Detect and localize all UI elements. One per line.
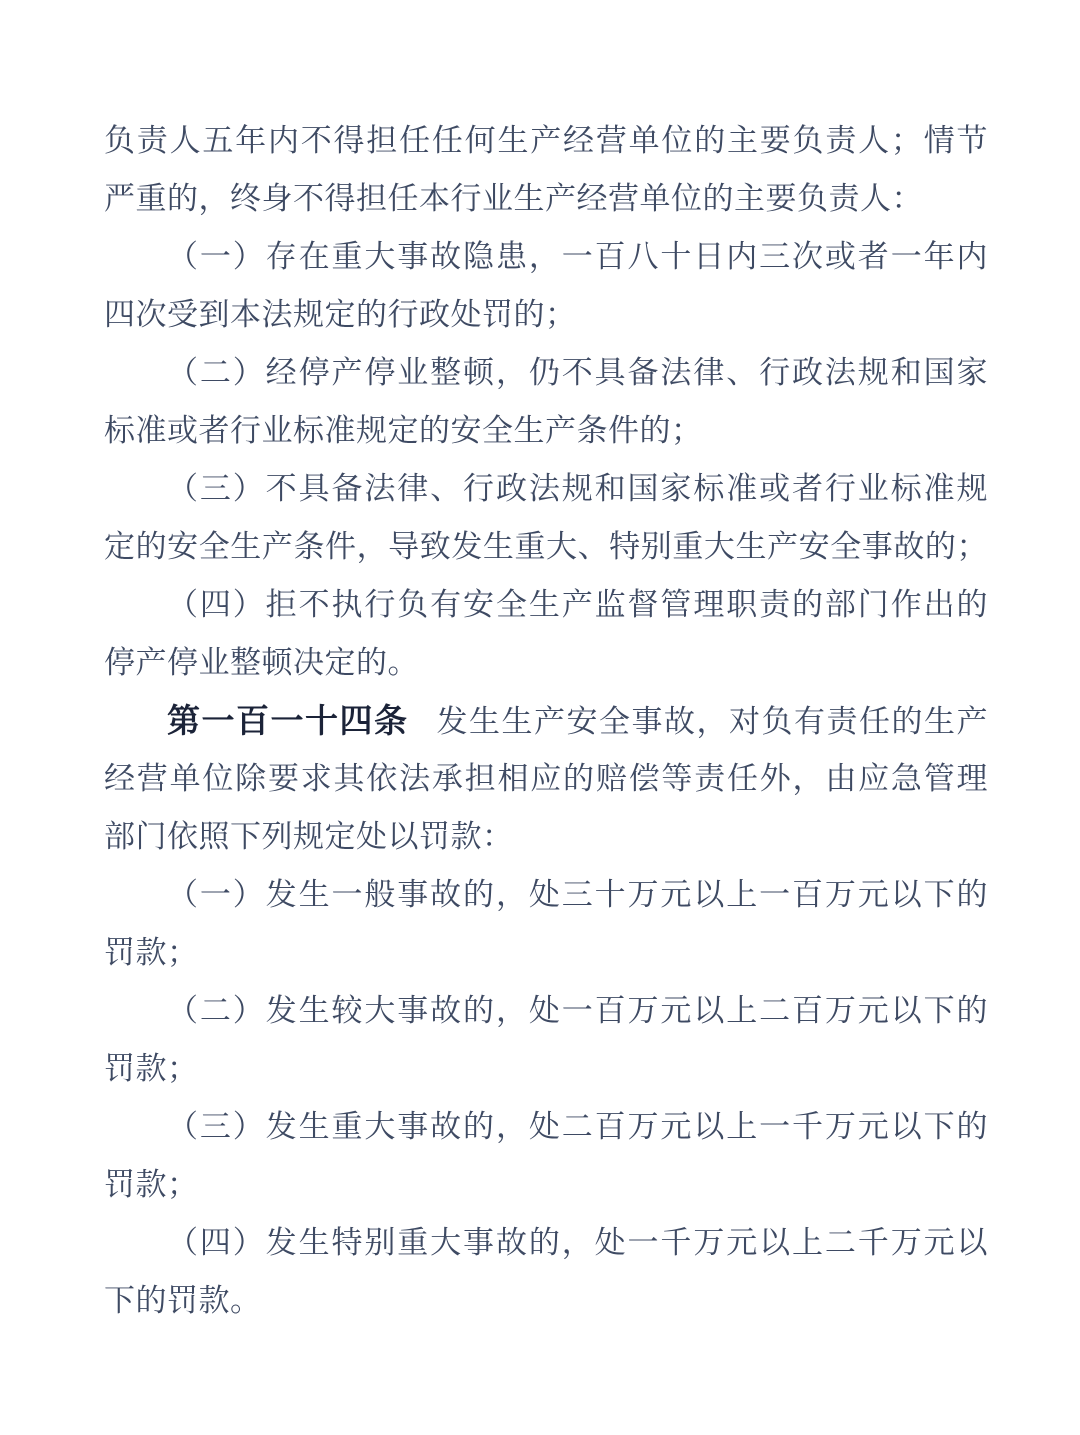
line-text: 罚款； (104, 1051, 199, 1086)
line-text: 发生生产安全事故，对负有责任的生产 (436, 704, 989, 739)
line-text: （三）不具备法律、行政法规和国家标准或者行业标准规 (167, 471, 988, 506)
line-text: 标准或者行业标准规定的安全生产条件的； (104, 413, 703, 448)
doc-line-19 (104, 1156, 988, 1214)
doc-line-03-item-1 (104, 228, 988, 286)
doc-line-04 (104, 286, 988, 344)
doc-line-12 (104, 750, 988, 808)
doc-line-16-fine-item-2 (104, 982, 988, 1040)
doc-line-05-item-2 (104, 344, 988, 402)
doc-line-13 (104, 808, 988, 866)
line-text: 罚款； (104, 935, 199, 970)
line-text: （二）经停产停业整顿，仍不具备法律、行政法规和国家 (167, 355, 988, 390)
line-text: （四）发生特别重大事故的，处一千万元以上二千万元以 (167, 1225, 988, 1260)
line-text: 罚款； (104, 1167, 199, 1202)
doc-line-20-fine-item-4 (104, 1214, 988, 1272)
doc-line-17 (104, 1040, 988, 1098)
line-text: （一）存在重大事故隐患，一百八十日内三次或者一年内 (167, 239, 988, 274)
line-text: （一）发生一般事故的，处三十万元以上一百万元以下的 (167, 877, 988, 912)
doc-line-11-article-114 (104, 692, 988, 750)
line-text: 停产停业整顿决定的。 (104, 645, 419, 680)
line-text: 部门依照下列规定处以罚款： (104, 819, 514, 854)
line-text: 严重的，终身不得担任本行业生产经营单位的主要负责人： (104, 181, 923, 216)
line-text: （二）发生较大事故的，处一百万元以上二百万元以下的 (167, 993, 988, 1028)
doc-line-21 (104, 1272, 988, 1330)
doc-line-01 (104, 112, 988, 170)
line-text: （四）拒不执行负有安全生产监督管理职责的部门作出的 (167, 587, 988, 622)
doc-line-10 (104, 634, 988, 692)
article-114-number: 第一百一十四条 (167, 702, 409, 739)
line-text: 定的安全生产条件，导致发生重大、特别重大生产安全事故的； (104, 529, 988, 564)
line-text: 下的罚款。 (104, 1283, 262, 1318)
doc-line-08 (104, 518, 988, 576)
doc-line-15 (104, 924, 988, 982)
line-text: （三）发生重大事故的，处二百万元以上一千万元以下的 (167, 1109, 988, 1144)
doc-line-02 (104, 170, 988, 228)
doc-line-14-fine-item-1 (104, 866, 988, 924)
legal-text-body (104, 112, 988, 1330)
line-text: 经营单位除要求其依法承担相应的赔偿等责任外，由应急管理 (104, 761, 988, 796)
doc-line-07-item-3 (104, 460, 988, 518)
line-text: 四次受到本法规定的行政处罚的； (104, 297, 577, 332)
line-text: 负责人五年内不得担任任何生产经营单位的主要负责人；情节 (104, 123, 988, 158)
doc-line-06 (104, 402, 988, 460)
doc-line-09-item-4 (104, 576, 988, 634)
doc-line-18-fine-item-3 (104, 1098, 988, 1156)
